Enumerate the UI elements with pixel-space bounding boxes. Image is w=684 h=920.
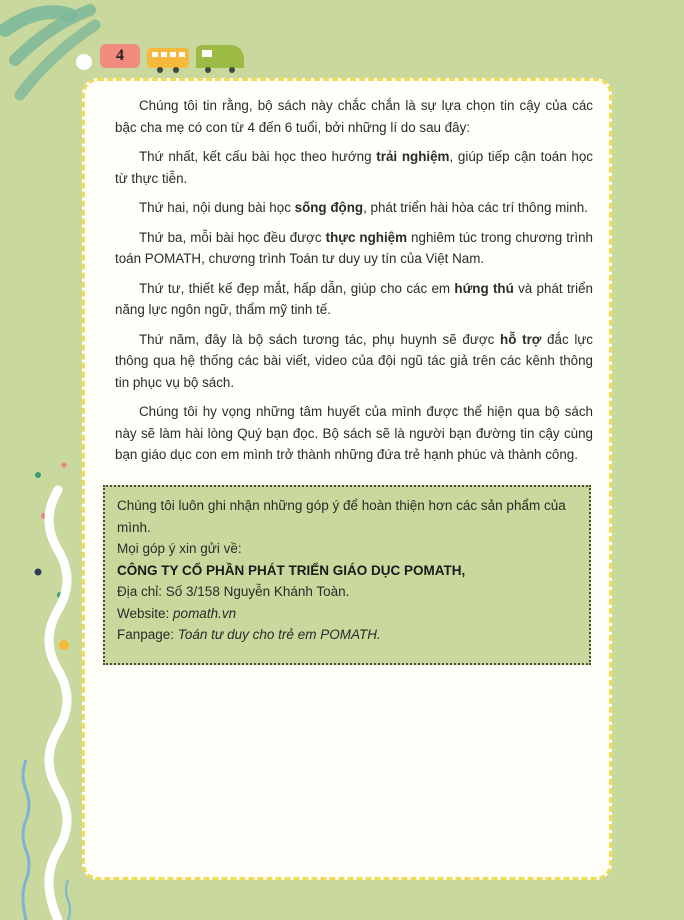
paragraph bbox=[115, 146, 593, 189]
emphasis-text: hỗ trợ bbox=[500, 331, 542, 347]
address-value: Số 3/158 Nguyễn Khánh Toàn. bbox=[165, 584, 350, 599]
paragraph bbox=[115, 401, 593, 466]
content-card bbox=[82, 78, 612, 880]
company-name: CÔNG TY CỔ PHẦN PHÁT TRIỂN GIÁO DỤC POMATH, bbox=[117, 562, 466, 578]
address-label: Địa chỉ: bbox=[117, 584, 163, 599]
paragraph-text: Chúng tôi tin rằng, bộ sách này chắc chắn là sự lựa chọn tin cậy của các bậc cha mẹ có con từ 4 đến 6 tuổi, bởi những lí do sau đây: bbox=[115, 98, 593, 135]
paragraph-text: , giúp tiếp cận toán học từ thực tiễn. bbox=[115, 149, 593, 186]
wavy-line-decoration bbox=[20, 460, 80, 920]
website-label: Website: bbox=[117, 605, 170, 621]
fanpage-line bbox=[117, 624, 577, 646]
paragraph bbox=[115, 278, 593, 321]
train-decoration bbox=[72, 40, 252, 76]
page-number: 4 bbox=[100, 44, 140, 68]
paragraph-text: nghiêm túc trong chương trình toán POMATH, chương trình Toán tư duy uy tín của Việt Nam. bbox=[115, 229, 594, 266]
emphasis-text: thực nghiệm bbox=[325, 229, 408, 245]
address-line bbox=[117, 581, 577, 603]
contact-intro: Chúng tôi luôn ghi nhận những góp ý để hoàn thiện hơn các sản phẩm của mình. bbox=[117, 498, 566, 535]
paragraph-text: đắc lực thông qua hệ thống các bài viết, video của đội ngũ tác giả trên các kênh thông tin phục vụ bộ sách. bbox=[115, 331, 593, 390]
paragraph-text: , phát triển hài hòa các trí thông minh. bbox=[363, 200, 588, 215]
website-link[interactable]: pomath.vn bbox=[173, 605, 237, 621]
paragraph-text: và phát triển năng lực ngôn ngữ, thẩm mỹ tinh tế. bbox=[115, 280, 593, 317]
paragraph-text: Thứ nhất, kết cấu bài học theo hướng bbox=[139, 149, 377, 164]
emphasis-text: trải nghiệm bbox=[376, 149, 450, 164]
paragraph-text: Thứ hai, nội dung bài học bbox=[139, 200, 295, 215]
website-line bbox=[117, 603, 577, 625]
paragraph bbox=[115, 197, 593, 219]
paragraph-text: Thứ ba, mỗi bài học đều được bbox=[139, 229, 326, 245]
paragraph bbox=[115, 329, 593, 394]
contact-send-to: Mọi góp ý xin gửi về: bbox=[117, 541, 242, 556]
fanpage-link[interactable]: Toán tư duy cho trẻ em POMATH. bbox=[177, 627, 381, 642]
contact-box bbox=[103, 485, 591, 665]
intro-text bbox=[115, 95, 593, 474]
paragraph-text: Chúng tôi hy vọng những tâm huyết của mình được thể hiện qua bộ sách này sẽ làm hài lòng Quý bạn đọc. Bộ sách sẽ là người bạn đường tin cậy cùng bạn giáo dục con em mình trở thành những đứa trẻ hạnh phúc và thành công. bbox=[115, 404, 593, 462]
paragraph bbox=[115, 227, 593, 270]
emphasis-text: hứng thú bbox=[454, 280, 514, 296]
paragraph-text: Thứ năm, đây là bộ sách tương tác, phụ huynh sẽ được bbox=[139, 331, 501, 347]
fanpage-label: Fanpage: bbox=[117, 627, 175, 642]
paragraph bbox=[115, 95, 593, 138]
paragraph-text: Thứ tư, thiết kế đẹp mắt, hấp dẫn, giúp cho các em bbox=[139, 280, 455, 296]
emphasis-text: sống động bbox=[294, 200, 364, 215]
